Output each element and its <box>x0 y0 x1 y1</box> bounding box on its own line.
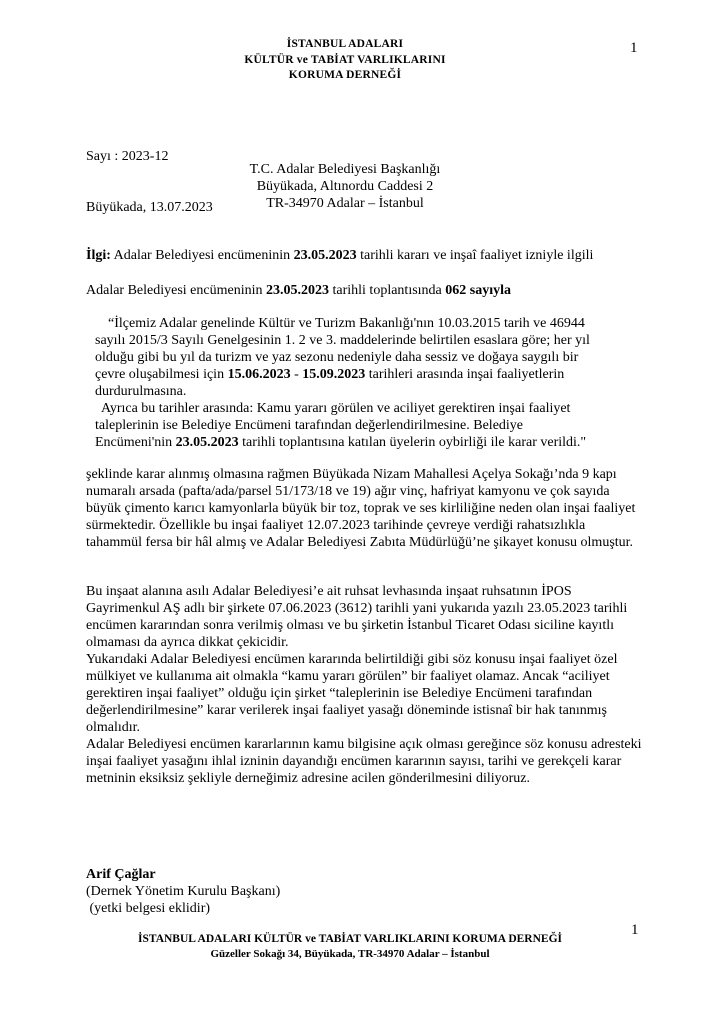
recipient-address <box>86 161 604 212</box>
signer-note: (yetki belgesi eklidir) <box>86 901 211 916</box>
argument-paragraph-1: Bu inşaat alanına asılı Adalar Belediyesi’e ait ruhsat levhasında inşaat ruhsatının İPOS Gayrimenkul AŞ adlı bir şirkete 07.06.2023 (3612) tarihli yani yukarıda yazılı 23.05.2023 tarihli encümen kararından sonra verilmiş olması ve bu şirketin İstanbul Ticaret Odası siciline kayıtlı olmaması da ayrıca dikkat çekicidir. <box>86 584 628 650</box>
argument-paragraph-3: Adalar Belediyesi encümen kararlarının kamu bilgisine açık olması gereğince söz konusu adresteki inşai faaliyet yasağını ihlal izninin dayandığı encümen kararının sayısı, tarihi ve gerekçeli karar metninin eksiksiz şekliyle derneğimiz adresine acilen gönderilmesini diliyoruz. <box>86 737 642 786</box>
letterhead-line-2: KÜLTÜR ve TABİAT VARLIKLARINI <box>244 53 446 66</box>
complaint-paragraph: şeklinde karar alınmış olmasına rağmen Büyükada Nizam Mahallesi Açelya Sokağı’nda 9 kapı numaralı arsada (pafta/ada/parsel 51/173/18 ve 19) ağır vinç, hafriyat kamyonu ve çok sayıda büyük çimento karıcı kamyonlarla büyük bir toz, toprak ve ses kirliliğine neden olan inşai faaliyet sürmektedir. Özellikle bu inşai faaliyet 12.07.2023 tarihinde çevreye verdiği rahatsızlıkla tahammül fersa bir hâl almış ve Adalar Belediyesi Zabıta Müdürlüğü’ne şikayet konusu olmuştur. <box>86 467 636 550</box>
recipient-line-2: Büyükada, Altınordu Caddesi 2 <box>256 179 434 194</box>
place-and-date: Büyükada, 13.07.2023 <box>86 200 213 215</box>
letterhead-line-1: İSTANBUL ADALARI <box>286 38 404 50</box>
council-decision-quote <box>95 315 601 451</box>
recipient-line-3: TR-34970 Adalar – İstanbul <box>266 196 424 211</box>
quote-paragraph-2: Ayrıca bu tarihler arasında: Kamu yararı görülen ve aciliyet gerektiren inşai faaliyet taleplerinin ise Belediye Encümeni tarafından değerlendirilmesine. Belediye Encümeni'nin 23.05.2023 tarihli toplantısına katılan üyelerin oybirliği ile karar verildi." <box>95 401 587 450</box>
page-number-bottom: 1 <box>631 922 639 938</box>
signer-name: Arif Çağlar <box>86 867 156 882</box>
reference-number: Sayı : 2023-12 <box>86 149 169 164</box>
quote-paragraph-1: “İlçemiz Adalar genelinde Kültür ve Turizm Bakanlığı'nın 10.03.2015 tarih ve 46944 sayılı 2015/3 Sayılı Genelgesinin 1. 2 ve 3. maddelerinde belirtilen esaslara göre; her yıl olduğu gibi bu yıl da turizm ve yaz sezonu nedeniyle daha sessiz ve doğaya saygılı bir çevre oluşabilmesi için 15.06.2023 - 15.09.2023 tarihleri arasında inşai faaliyetlerin durdurulmasına. <box>95 316 590 399</box>
footer-address: Güzeller Sokağı 34, Büyükada, TR-34970 Adalar – İstanbul <box>210 948 490 960</box>
argument-block <box>86 583 642 787</box>
signature-block <box>86 866 280 917</box>
page-number-top: 1 <box>630 40 638 56</box>
intro-line: Adalar Belediyesi encümeninin 23.05.2023 tarihli toplantısında 062 sayıyla <box>86 283 511 298</box>
argument-paragraph-2: Yukarıdaki Adalar Belediyesi encümen kararında belirtildiği gibi söz konusu inşai faaliyet özel mülkiyet ve kullanıma ait olmakla “kamu yararı görülen” bir faaliyet olamaz. Ancak “aciliyet gerektiren inşai faaliyet” olduğu için şirket “taleplerinin ise Belediye Encümeni tarafından değerlendirilmesine” karar verilerek inşai faaliyet yasağı döneminde istisnaî bir hak tanınmış olmalıdır. <box>86 652 618 735</box>
letterhead <box>86 37 604 84</box>
subject-line: İlgi: Adalar Belediyesi encümeninin 23.05.2023 tarihli kararı ve inşaî faaliyet izniyle ilgili <box>86 248 594 263</box>
recipient-line-1: T.C. Adalar Belediyesi Başkanlığı <box>249 162 441 177</box>
signer-title: (Dernek Yönetim Kurulu Başkanı) <box>86 884 281 899</box>
footer-organization: İSTANBUL ADALARI KÜLTÜR ve TABİAT VARLIKLARINI KORUMA DERNEĞİ <box>138 933 562 945</box>
letterhead-line-3: KORUMA DERNEĞİ <box>288 69 402 81</box>
document-footer <box>70 932 630 961</box>
